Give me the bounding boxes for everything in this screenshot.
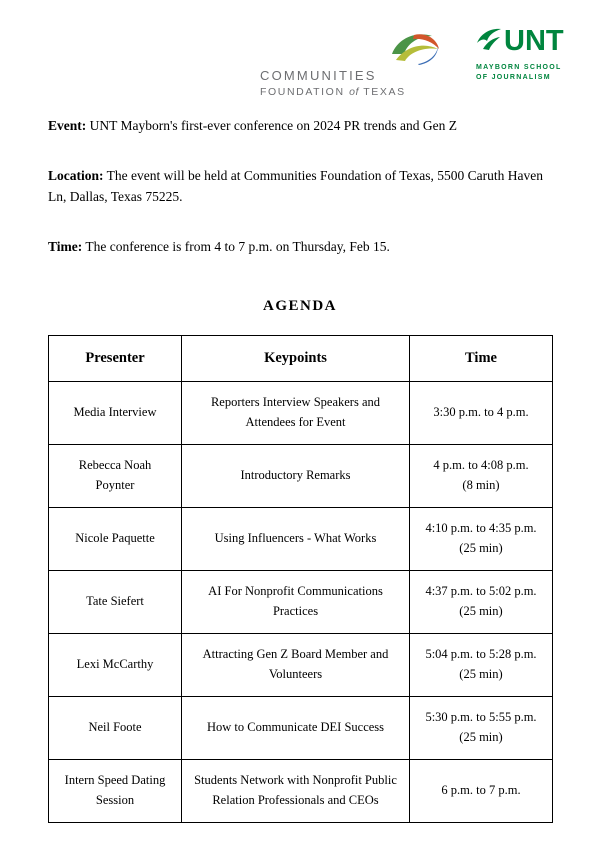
keypoints-cell: Attracting Gen Z Board Member and Volunteers bbox=[182, 633, 410, 696]
cft-logo-line2 bbox=[260, 86, 406, 98]
keypoints-cell: How to Communicate DEI Success bbox=[182, 696, 410, 759]
unt-school-line1: MAYBORN SCHOOL bbox=[476, 64, 562, 71]
time-line2: (8 min) bbox=[462, 477, 500, 492]
event-label: Event: bbox=[48, 118, 87, 133]
cft-logo-foundation: FOUNDATION bbox=[260, 86, 345, 98]
time-line1: 5:04 p.m. to 5:28 p.m. bbox=[425, 647, 537, 662]
header-keypoints: Keypoints bbox=[182, 335, 410, 381]
table-row bbox=[49, 381, 553, 444]
presenter-cell: Neil Foote bbox=[49, 696, 182, 759]
time-detail bbox=[48, 237, 552, 258]
event-detail bbox=[48, 116, 552, 137]
time-line1: 3:30 p.m. to 4 p.m. bbox=[433, 405, 529, 419]
time-line2: (25 min) bbox=[459, 729, 503, 744]
location-text: The event will be held at Communities Foundation of Texas, 5500 Caruth Haven Ln, Dallas, Texas 75225. bbox=[48, 167, 543, 204]
time-line1: 6 p.m. to 7 p.m. bbox=[441, 783, 521, 797]
unt-eagle-icon bbox=[476, 26, 502, 57]
cft-swoosh-icon bbox=[388, 30, 442, 71]
time-cell bbox=[410, 444, 553, 507]
presenter-cell: Media Interview bbox=[49, 381, 182, 444]
keypoints-cell: Students Network with Nonprofit Public Relation Professionals and CEOs bbox=[182, 759, 410, 822]
keypoints-cell: AI For Nonprofit Communications Practices bbox=[182, 570, 410, 633]
page-header bbox=[0, 0, 600, 116]
cft-logo-texas: TEXAS bbox=[363, 86, 406, 98]
presenter-cell: Intern Speed Dating Session bbox=[49, 759, 182, 822]
presenter-cell: Lexi McCarthy bbox=[49, 633, 182, 696]
cft-logo-line1: COMMUNITIES bbox=[260, 68, 377, 83]
keypoints-cell: Using Influencers - What Works bbox=[182, 507, 410, 570]
document-content bbox=[0, 116, 600, 823]
time-label: Time: bbox=[48, 238, 83, 254]
table-header-row bbox=[49, 335, 553, 381]
unt-logo-top bbox=[476, 26, 564, 57]
location-detail bbox=[48, 166, 552, 208]
time-cell bbox=[410, 570, 553, 633]
unt-logo bbox=[476, 26, 564, 83]
keypoints-cell: Introductory Remarks bbox=[182, 444, 410, 507]
time-cell bbox=[410, 381, 553, 444]
time-line1: 4:37 p.m. to 5:02 p.m. bbox=[425, 584, 537, 599]
presenter-cell: Nicole Paquette bbox=[49, 507, 182, 570]
table-row bbox=[49, 570, 553, 633]
table-row bbox=[49, 633, 553, 696]
table-row bbox=[49, 507, 553, 570]
header-presenter: Presenter bbox=[49, 335, 182, 381]
unt-school-name bbox=[476, 63, 564, 83]
presenter-cell: Rebecca Noah Poynter bbox=[49, 444, 182, 507]
cft-logo bbox=[260, 32, 406, 98]
location-label: Location: bbox=[48, 167, 104, 183]
time-cell bbox=[410, 696, 553, 759]
keypoints-cell: Reporters Interview Speakers and Attendees for Event bbox=[182, 381, 410, 444]
table-row bbox=[49, 696, 553, 759]
time-line1: 4 p.m. to 4:08 p.m. bbox=[433, 458, 529, 473]
cft-logo-of: of bbox=[349, 86, 359, 98]
header-time: Time bbox=[410, 335, 553, 381]
time-cell bbox=[410, 759, 553, 822]
presenter-cell: Tate Siefert bbox=[49, 570, 182, 633]
event-text: UNT Mayborn's first-ever conference on 2024 PR trends and Gen Z bbox=[89, 118, 457, 133]
time-line2: (25 min) bbox=[459, 666, 503, 681]
time-cell bbox=[410, 507, 553, 570]
unt-school-line2: OF JOURNALISM bbox=[476, 74, 551, 82]
agenda-title: AGENDA bbox=[262, 297, 337, 314]
table-row bbox=[49, 444, 553, 507]
time-line1: 5:30 p.m. to 5:55 p.m. bbox=[425, 710, 537, 725]
time-line2: (25 min) bbox=[459, 603, 503, 618]
time-cell bbox=[410, 633, 553, 696]
time-text: The conference is from 4 to 7 p.m. on Thursday, Feb 15. bbox=[85, 238, 390, 254]
table-row bbox=[49, 759, 553, 822]
time-line1: 4:10 p.m. to 4:35 p.m. bbox=[425, 521, 537, 536]
unt-wordmark: UNT bbox=[504, 25, 564, 57]
time-line2: (25 min) bbox=[459, 540, 503, 555]
agenda-table bbox=[48, 335, 553, 823]
